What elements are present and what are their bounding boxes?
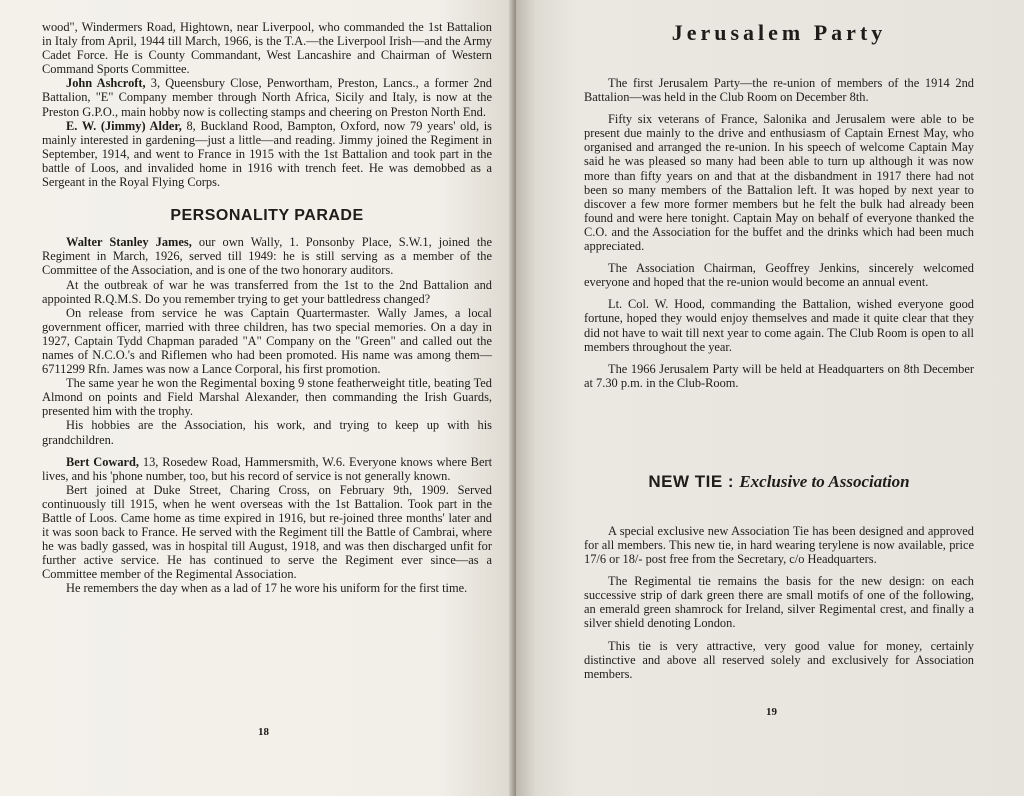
entry-ashcroft [42, 76, 492, 118]
right-page [516, 0, 1024, 796]
page-title: Jerusalem Party [671, 20, 887, 45]
entry-james [42, 235, 492, 277]
article-paragraph: Lt. Col. W. Hood, commanding the Battalion, wished everyone good fortune, hoped they would enjoy themselves and made it quite clear that they did not have to wait till next year to come again. The Club Room is open to all members throughout the year. [584, 297, 974, 354]
entry-name: John Ashcroft, [66, 76, 146, 91]
section-heading-personality-parade: PERSONALITY PARADE [170, 207, 364, 225]
continued-paragraph: wood", Windermers Road, Hightown, near Liverpool, who commanded the 1st Battalion in Italy from April, 1944 till March, 1966, is the T.A.—the Liverpool Irish—and the Army Cadet Force. He is County Commandant, West Lancashire and Chairman of Western Command Sports Committee. [42, 20, 492, 77]
entry-text: our own Wally, 1. Ponsonby Place, S.W.1, joined the Regiment in March, 1926, served till 1949: he is still serving as a member of the Committee of the Association, and is one of the two honorary auditors. [42, 235, 492, 278]
entry-name: Walter Stanley James, [66, 235, 192, 250]
james-paragraph: His hobbies are the Association, his work, and trying to keep up with his grandchildren. [42, 418, 492, 447]
tie-heading [584, 472, 974, 492]
tie-article [584, 524, 974, 681]
article-paragraph: Fifty six veterans of France, Salonika and Jerusalem were able to be present due mainly to the drive and enthusiasm of Captain Ernest May, who organised and arranged the re-union. In his speech of welcome Captain May said he was pleased so many had been able to turn up although it was now more than fifty years on and that at the disbandment in 1917 there had not been so many members of the Battalion left. It was hoped by next year to discover a few more former members but he felt the bulk had already been found and were here tonight. Captain May on behalf of everyone thanked the C.O. and the Association for the buffet and the drinks which had been much appreciated. [584, 112, 974, 254]
entry-text: 3, Queensbury Close, Penwortham, Preston, Lancs., a former 2nd Battalion, "E" Company member through North Africa, Sicily and Italy, is now at the Preston G.P.O., main hobby now is collecting stamps and cheering on Preston North End. [42, 76, 492, 119]
entry-text: 13, Rosedew Road, Hammersmith, W.6. Everyone knows where Bert lives, and his 'phone number, too, but his record of service is not generally known. [42, 454, 493, 483]
entry-name: E. W. (Jimmy) Alder, [66, 118, 182, 133]
tie-heading-main: NEW TIE : [648, 471, 740, 491]
tie-heading-sub: Exclusive to Association [739, 471, 910, 491]
coward-paragraph: Bert joined at Duke Street, Charing Cross, on February 9th, 1909. Served continuously till 1915, when he went overseas with the 1st Battalion. Took part in the Battle of Loos. Came home as time expired in 1916, but re-joined three months' later and it was soon back to France. He served with the Regiment till the Battle of Cambrai, where he was badly gassed, was in hospital till August, 1918, and was then discharged unfit for further active service. He has continued to serve the Regiment ever since—as a Committee member of the Regimental Association. [42, 482, 492, 582]
article-paragraph: The first Jerusalem Party—the re-union of members of the 1914 2nd Battalion—was held in the Club Room on December 8th. [584, 76, 974, 105]
jerusalem-article [584, 76, 974, 390]
tie-paragraph: The Regimental tie remains the basis for the new design: on each successive strip of dark green there are small motifs of one of the following, an emerald green shamrock for Ireland, silver Regimental crest, and finally a silver shield denoting London. [584, 574, 974, 631]
entry-alder [42, 119, 492, 189]
entry-coward [42, 455, 492, 483]
tie-paragraph: A special exclusive new Association Tie has been designed and approved for all members. This new tie, in hard wearing terylene is now available, price 17/6 or 18/- post free from the Secretary, c/o Headquarters. [584, 523, 974, 567]
left-column-text [42, 20, 492, 596]
tie-paragraph: This tie is very attractive, very good value for money, certainly distinctive and above all reserved solely and exclusively for Association members. [584, 638, 974, 681]
james-paragraph: At the outbreak of war he was transferred from the 1st to the 2nd Battalion and appointed R.Q.M.S. Do you remember trying to get your battledress changed? [42, 277, 492, 306]
page-number: 18 [258, 726, 269, 738]
entry-name: Bert Coward, [66, 454, 140, 469]
coward-paragraph: He remembers the day when as a lad of 17 he wore his uniform for the first time. [66, 581, 468, 596]
james-paragraph: On release from service he was Captain Quartermaster. Wally James, a local government officer, married with three children, has two special memories. On a day in 1927, Captain Tydd Chapman paraded "A" Company on the "Green" and called out the names of N.C.O.'s and Riflemen who had been promoted. His name was among them—6711299 Rfn. James was now a Lance Corporal, his first promotion. [42, 305, 492, 377]
entry-text: 8, Buckland Rood, Bampton, Oxford, now 79 years' old, is mainly interested in gardening—just a little—and reading. Jimmy joined the Regiment in September, 1914, and went to France in 1915 with the 1st Battalion and took part in the battle of Loos, and invalided home in 1916 with trench feet. He was demobbed as a Sergeant in the Royal Flying Corps. [42, 118, 492, 190]
article-paragraph: The 1966 Jerusalem Party will be held at Headquarters on 8th December at 7.30 p.m. in the Club-Room. [584, 361, 974, 390]
page-number: 19 [766, 706, 777, 718]
james-paragraph: The same year he won the Regimental boxing 9 stone featherweight title, beating Ted Almond on points and Field Marshal Alexander, then commanding the Irish Guards, presented him with the trophy. [42, 376, 492, 419]
article-paragraph: The Association Chairman, Geoffrey Jenkins, sincerely welcomed everyone and hoped that the re-union would become an annual event. [584, 261, 974, 290]
